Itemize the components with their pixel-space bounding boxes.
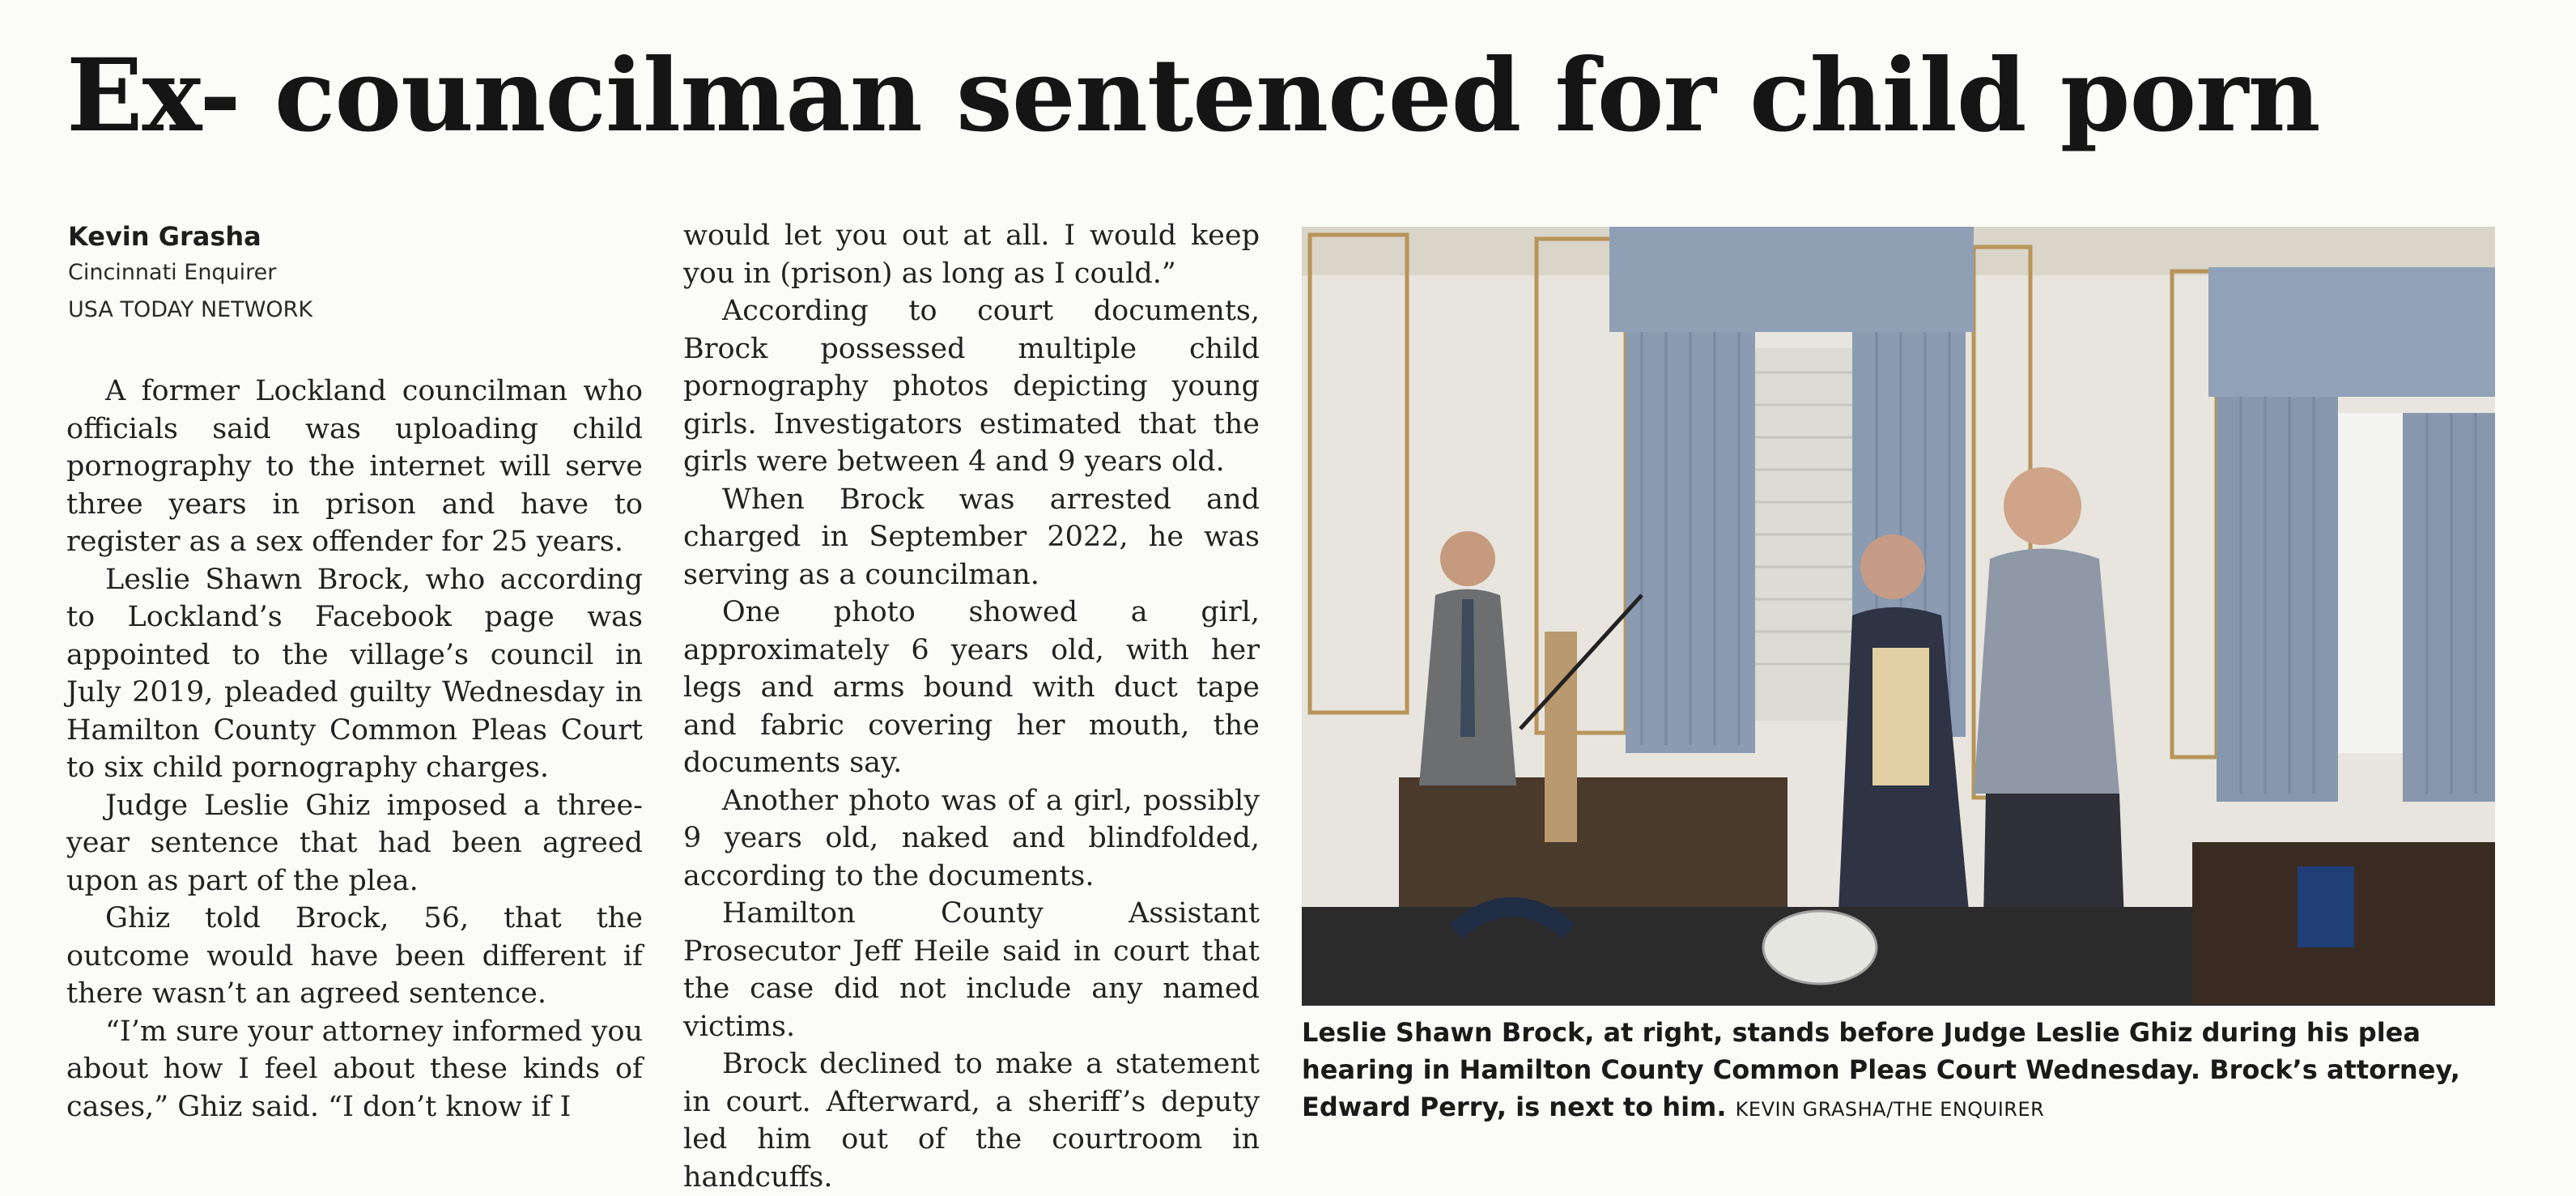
paragraph: Another photo was of a girl, possibly 9 years old, naked and blindfolded, according to the documents.	[683, 784, 1260, 892]
paragraph: A former Lockland councilman who officials said was uploading child pornography to the internet will serve three years in prison and have to register as a sex offender for 25 years.	[66, 375, 643, 558]
paragraph: According to court documents, Brock possessed multiple child pornography photos depicting young girls. Investigators estimated that the girls were between 4 and 9 years old.	[683, 295, 1260, 478]
paragraph: Ghiz told Brock, 56, that the outcome would have been different if there wasn’t an agreed sentence.	[66, 902, 643, 1010]
paragraph: When Brock was arrested and charged in September 2022, he was serving as a councilman.	[683, 483, 1260, 591]
network-name: USA TODAY NETWORK	[68, 297, 313, 322]
photo-credit: KEVIN GRASHA/THE ENQUIRER	[1735, 1098, 2045, 1121]
paragraph-continuation: would let you out at all. I would keep you in (prison) as long as I could.”	[683, 219, 1260, 290]
article-column-2	[683, 217, 1260, 1196]
courtroom-photo	[1302, 227, 2495, 1006]
courtroom-illustration	[1302, 227, 2495, 1006]
paragraph: Judge Leslie Ghiz imposed a three-year sentence that had been agreed upon as part of the plea.	[66, 789, 643, 897]
photo-caption	[1302, 1014, 2495, 1128]
paragraph: Brock declined to make a statement in court. Afterward, a sheriff’s deputy led him out of the courtroom in handcuffs.	[683, 1048, 1260, 1194]
byline	[68, 219, 312, 329]
paragraph: Hamilton County Assistant Prosecutor Jeff Heile said in court that the case did not include any named victims.	[683, 897, 1260, 1043]
caption-text: Leslie Shawn Brock, at right, stands before Judge Leslie Ghiz during his plea hearing in Hamilton County Common Pleas Court Wednesday. Brock’s attorney, Edward Perry, is next to him.	[1302, 1017, 2460, 1122]
paragraph: “I’m sure your attorney informed you about how I feel about these kinds of cases,” Ghiz said. “I don’t know if I	[66, 1015, 643, 1123]
author-name: Kevin Grasha	[68, 221, 261, 252]
outlet-name: Cincinnati Enquirer	[68, 260, 277, 285]
paragraph: One photo showed a girl, approximately 6 years old, with her legs and arms bound with duct tape and fabric covering her mouth, the documents say.	[683, 596, 1260, 779]
headline: Ex- councilman sentenced for child porn	[66, 37, 2320, 155]
paragraph: Leslie Shawn Brock, who according to Lockland’s Facebook page was appointed to the village’s council in July 2019, pleaded guilty Wednesday in Hamilton County Common Pleas Court to six child pornography charges.	[66, 563, 643, 784]
article-column-1	[66, 372, 643, 1126]
